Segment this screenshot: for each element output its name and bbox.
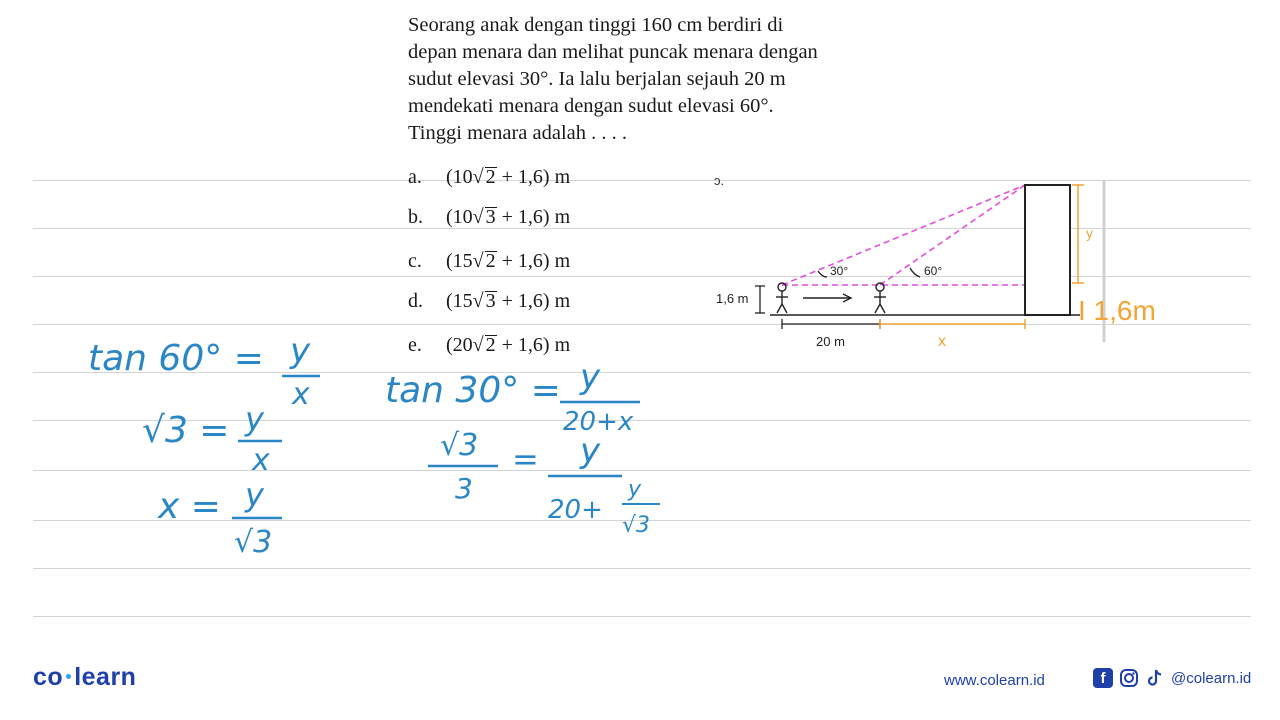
option-c: c. (15√ 2 + 1,6) m — [408, 250, 571, 272]
problem-line: sudut elevasi 30°. Ia lalu berjalan sejauh 20 m — [408, 68, 786, 90]
option-b: b. (10√ 3 + 1,6) m — [408, 206, 571, 228]
svg-text:tan 30° =: tan 30° = — [385, 370, 561, 411]
option-d: d. (15√ 3 + 1,6) m — [408, 290, 571, 312]
option-coef: (15 — [446, 290, 473, 312]
option-root: 3 — [485, 206, 496, 228]
brand-part: co — [33, 663, 64, 691]
svg-text:y: y — [580, 357, 601, 397]
option-coef: (15 — [446, 250, 473, 272]
svg-text:3: 3 — [455, 472, 473, 505]
svg-text:√3 =: √3 = — [142, 410, 230, 451]
distance-label: 20 m — [816, 334, 845, 349]
angle1-label: 30° — [830, 264, 849, 278]
tiktok-icon[interactable] — [1145, 668, 1165, 688]
option-coef: (10 — [446, 166, 473, 188]
svg-text:20+x: 20+x — [563, 407, 634, 437]
option-rest: + 1,6) m — [496, 250, 571, 272]
svg-text:x: x — [292, 377, 310, 412]
svg-text:20+: 20+ — [548, 495, 603, 525]
instagram-icon[interactable] — [1119, 668, 1139, 688]
social-links — [1093, 668, 1251, 688]
brand-dot — [66, 674, 71, 679]
tower-base-label: I 1,6m — [1078, 295, 1156, 326]
hand-eq-ratio — [428, 428, 660, 538]
option-letter: d. — [408, 290, 423, 312]
option-root: 3 — [485, 290, 496, 312]
svg-text:=: = — [512, 440, 539, 478]
problem-line: Seorang anak dengan tinggi 160 cm berdiri di — [408, 14, 784, 36]
option-rest: + 1,6) m — [496, 166, 571, 188]
colearn-logo — [33, 663, 136, 692]
hand-eq-tan30 — [385, 357, 640, 437]
hand-eq-tan60 — [88, 331, 320, 412]
option-e: e. (20√ 2 + 1,6) m — [408, 334, 571, 356]
problem-line: depan menara dan melihat puncak menara dengan — [408, 41, 818, 63]
social-handle[interactable]: @colearn.id — [1171, 669, 1252, 687]
option-coef: (10 — [446, 206, 473, 228]
problem-line: Tinggi menara adalah . . . . — [408, 122, 628, 144]
option-root: 2 — [485, 334, 496, 356]
svg-text:y: y — [245, 476, 264, 514]
option-coef: (20 — [446, 334, 473, 356]
svg-text:x =: x = — [158, 486, 221, 527]
svg-text:x: x — [252, 443, 270, 478]
facebook-icon[interactable]: f — [1093, 668, 1113, 688]
website-link[interactable]: www.colearn.id — [944, 672, 1045, 689]
option-root: 2 — [485, 166, 496, 188]
x-label: x — [938, 333, 946, 350]
option-letter: b. — [408, 206, 423, 228]
svg-text:√3: √3 — [440, 428, 479, 463]
hand-eq-sqrt3 — [142, 400, 282, 478]
svg-text:√3: √3 — [622, 513, 651, 538]
y-label: y — [1086, 225, 1093, 241]
angle2-label: 60° — [924, 264, 943, 278]
height-label: 1,6 m — [716, 291, 749, 306]
option-rest: + 1,6) m — [496, 206, 571, 228]
option-rest: + 1,6) m — [496, 290, 571, 312]
option-a: a. (10√ 2 + 1,6) m — [408, 166, 571, 188]
option-letter: a. — [408, 166, 422, 188]
svg-text:y: y — [290, 331, 311, 371]
option-letter: e. — [408, 334, 422, 356]
svg-text:tan 60° =: tan 60° = — [88, 338, 264, 379]
svg-text:y: y — [628, 477, 642, 502]
option-letter: c. — [408, 250, 422, 272]
brand-part: learn — [74, 663, 137, 691]
svg-text:√3: √3 — [234, 525, 273, 560]
svg-text:y: y — [580, 431, 601, 471]
svg-text:y: y — [245, 400, 264, 438]
problem-line: mendekati menara dengan sudut elevasi 60°. — [408, 95, 774, 117]
corner-mark: ɔ. — [714, 173, 725, 188]
option-rest: + 1,6) m — [496, 334, 571, 356]
hand-eq-x — [157, 476, 282, 560]
option-root: 2 — [485, 250, 496, 272]
